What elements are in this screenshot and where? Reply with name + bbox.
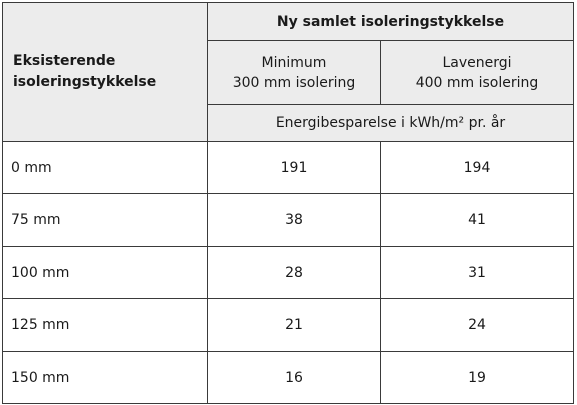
table-row: [3, 352, 574, 404]
minimum-savings-cell: 191: [208, 142, 381, 194]
lavenergi-savings-cell: 41: [381, 194, 574, 247]
lavenergi-savings-cell: 194: [381, 142, 574, 194]
table-row: [3, 194, 574, 247]
minimum-column-header: [208, 41, 381, 105]
table-row: [3, 142, 574, 194]
existing-thickness-header: [3, 3, 208, 142]
minimum-savings-cell: 21: [208, 299, 381, 352]
minimum-savings-cell: 38: [208, 194, 381, 247]
insulation-savings-table: [2, 2, 574, 404]
existing-thickness-cell: 75 mm: [3, 194, 208, 247]
new-total-thickness-header: Ny samlet isoleringstykkelse: [208, 3, 574, 41]
table-row: [3, 299, 574, 352]
lavenergi-savings-cell: 19: [381, 352, 574, 404]
minimum-column-subtitle: 300 mm isolering: [232, 74, 356, 91]
table-row: [3, 247, 574, 299]
existing-thickness-header-line1: Eksisterende: [13, 53, 116, 69]
minimum-savings-cell: 16: [208, 352, 381, 404]
lavenergi-column-subtitle: 400 mm isolering: [415, 74, 539, 91]
lavenergi-savings-cell: 24: [381, 299, 574, 352]
existing-thickness-cell: 150 mm: [3, 352, 208, 404]
minimum-column-title: Minimum: [261, 54, 327, 71]
existing-thickness-cell: 0 mm: [3, 142, 208, 194]
existing-thickness-cell: 100 mm: [3, 247, 208, 299]
minimum-savings-cell: 28: [208, 247, 381, 299]
lavenergi-column-header: [381, 41, 574, 105]
header-row-group: [3, 3, 574, 41]
lavenergi-column-title: Lavenergi: [442, 54, 512, 71]
existing-thickness-cell: 125 mm: [3, 299, 208, 352]
energy-savings-unit-header: Energibesparelse i kWh/m² pr. år: [208, 105, 574, 142]
existing-thickness-header-line2: isoleringstykkelse: [13, 74, 157, 90]
lavenergi-savings-cell: 31: [381, 247, 574, 299]
